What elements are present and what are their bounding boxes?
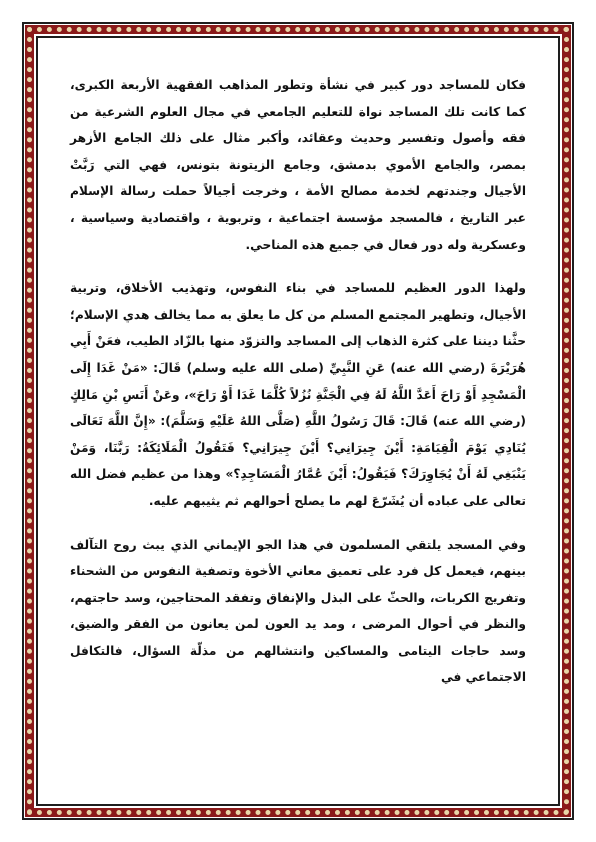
paragraph-mosques-virtue: ولهذا الدور العظيم للمساجد في بناء النفوس، وتهذيب الأخلاق، وتربية الأجيال، وتطهير المجتمع المسلم من كل ما يعلق به مما يخالف هدي الإسلام؛ حثَّنا ديننا على كثرة الذهاب إلى المساجد والتزوّد منها بالزّاد الطيب، فعَنْ أَبِي هُرَيْرَةَ (رضي الله عنه) عَنِ النَّبِيِّ (صلى الله عليه وسلم) قَالَ: «مَنْ غَدَا إِلَى الْمَسْجِدِ أَوْ رَاحَ أَعَدَّ اللَّهُ لَهُ فِي الْجَنَّةِ نُزُلاً كُلَّمَا غَدَا أَوْ رَاحَ»، وعَنْ أَنَسِ بْنِ مَالِكٍ (رضي الله عنه) قَالَ: قَالَ رَسُولُ اللَّهِ (صَلَّى اللهُ عَلَيْهِ وَسَلَّمَ): «إِنَّ اللَّهَ تَعَالَى يُنَادِي يَوْمَ الْقِيَامَةِ: أَيْنَ جِيرَانِي؟ أَيْنَ جِيرَانِي؟ فَتَقُولُ الْمَلَائِكَةُ: رَبَّنَا، وَمَنْ يَنْبَغِي لَهُ أَنْ يُجَاوِرَكَ؟ فَيَقُولُ: أَيْنَ عُمَّارُ الْمَسَاجِدِ؟» وهذا من عظيم فضل الله تعالى على عباده أن يُشَرّعَ لهم ما يصلح أحوالهم ثم يثيبهم عليه. [70, 281, 526, 508]
paragraph-mosques-role: فكان للمساجد دور كبير في نشأة وتطور المذاهب الفقهية الأربعة الكبرى، كما كانت تلك المساجد نواة للتعليم الجامعي في مجال العلوم الشرعية من فقه وأصول وتفسير وحديث وعقائد، وأكبر مثال على ذلك الجامع الأزهر بمصر، والجامع الأموي بدمشق، وجامع الزيتونة بتونس، فهي التي رَبَّتْ الأجيال وجندتهم لخدمة مصالح الأمة ، وخرجت أجيالاً حملت رسالة الإسلام عبر التاريخ ، فالمسجد مؤسسة اجتماعية ، وتربوية ، واقتصادية وسياسية ، وعسكرية وله دور فعال في جميع هذه المناحي. [70, 78, 526, 252]
paragraph-social-solidarity: وفي المسجد يلتقي المسلمون في هذا الجو الإيماني الذي يبث روح التآلف بينهم، فيعمل كل فرد على تعميق معاني الأخوة وتصفية النفوس من الشحناء وتفريج الكربات، والحثّ على البذل والإنفاق وتفقد المحتاجين، وسد حاجتهم، والنظر في أحوال المرضى ، ومد يد العون لمن يعانون من الفقر والضيق، وسد حاجات اليتامى والمساكين وانتشالهم من مذلّة السؤال، فالتكافل الاجتماعي في [70, 537, 526, 685]
page-body [70, 72, 526, 708]
